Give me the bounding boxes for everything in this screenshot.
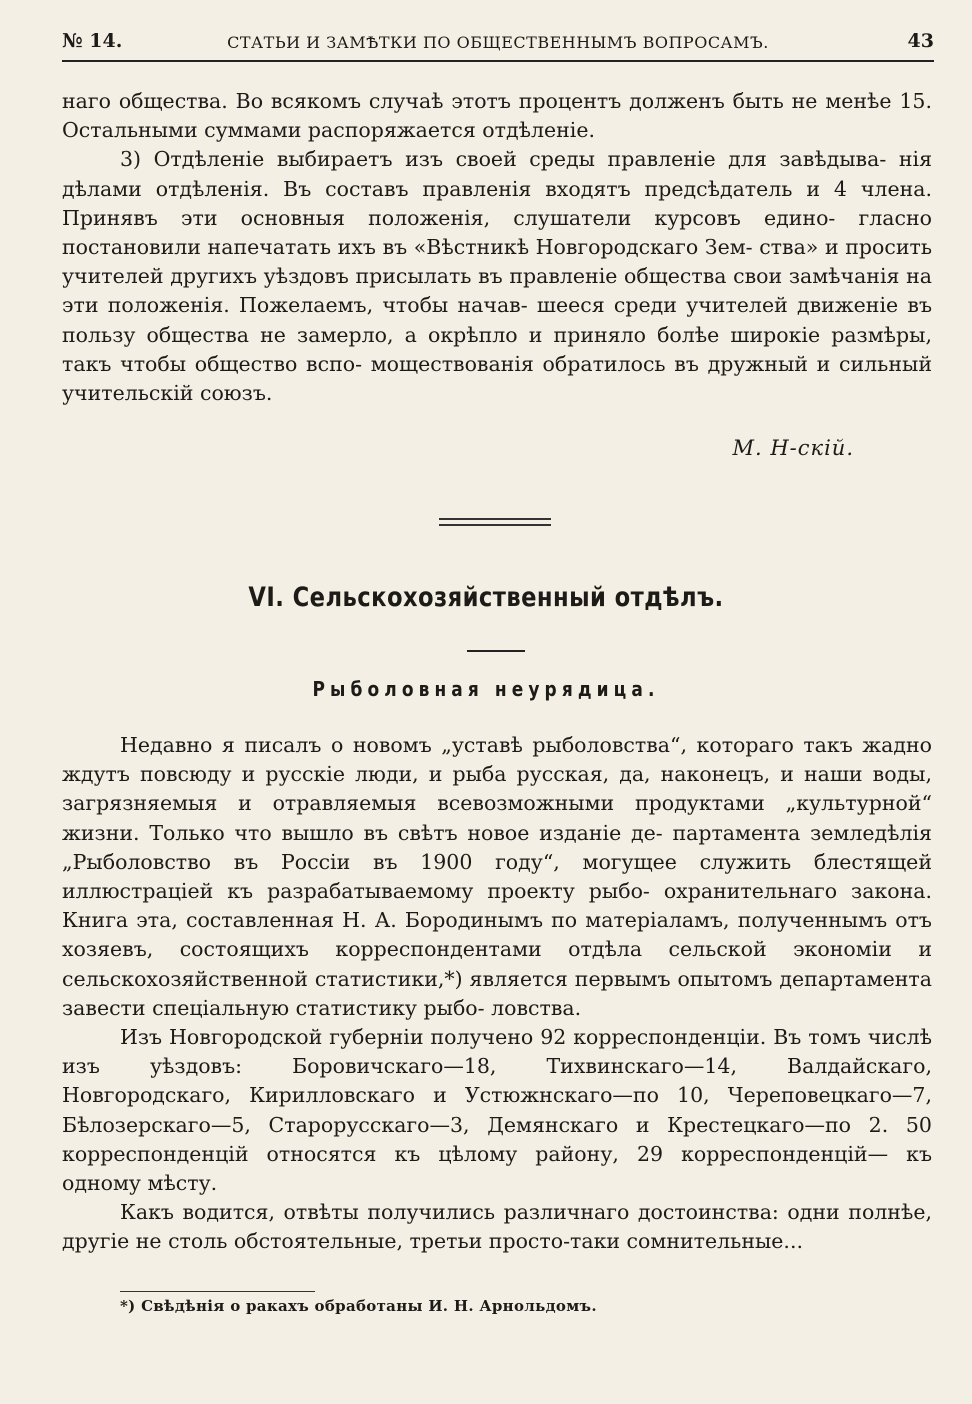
article-title: Рыболовная неурядица. bbox=[312, 677, 660, 701]
section-separator bbox=[439, 518, 551, 526]
paragraph: Недавно я писалъ о новомъ „уставѣ рыболовства“, котораго такъ жадно ждутъ повсюду и русскіе люди, и рыба русская, да, наконецъ, и наши воды, загрязняемыя и отравляемыя всевозможными продуктами „культурной“ жизни. Только что вышло въ свѣтъ новое изданіе де- партамента земледѣлія „Рыболовство въ Россіи въ 1900 году“, могущее служить блестящей иллюстраціей къ разрабатываемому проекту рыбо- охранительнаго закона. Книга эта, составленная Н. А. Бородинымъ по матеріаламъ, полученнымъ отъ хозяевъ, состоящихъ корреспондентами отдѣла сельской экономіи и сельскохозяйственной статистики,*) является первымъ опытомъ департамента завести спеціальную статистику рыбо- ловства. bbox=[62, 733, 932, 1020]
page-number: 43 bbox=[907, 30, 934, 52]
paragraph: 3) Отдѣленіе выбираетъ изъ своей среды правленіе для завѣдыва- нія дѣлами отдѣленія. Въ составъ правленія входятъ предсѣдатель и 4 члена. Принявъ эти основныя положенія, слушатели курсовъ едино- гласно постановили напечатать ихъ въ «Вѣстникѣ Новгородскаго Зем- ства» и просить учителей другихъ уѣздовъ присылать въ правленіе общества свои замѣчанія на эти положенія. Пожелаемъ, чтобы начав- шееся среди учителей движеніе въ пользу общества не замерло, а окрѣпло и приняло болѣе широкіе размѣры, такъ чтобы общество вспо- моществованія обратилось въ дружный и сильный учительскій союзъ. bbox=[62, 147, 932, 406]
article-text bbox=[62, 731, 932, 1257]
paragraph: наго общества. Во всякомъ случаѣ этотъ процентъ долженъ быть не менѣе 15. Остальными суммами распоряжается отдѣленіе. bbox=[62, 89, 932, 143]
section-title: VI. Сельскохозяйственный отдѣлъ. bbox=[248, 582, 724, 613]
paragraph: Изъ Новгородской губерніи получено 92 корреспонденціи. Въ томъ числѣ изъ уѣздовъ: Боровичскаго—18, Тихвинскаго—14, Валдайскаго, Новгородскаго, Кирилловскаго и Устюжнскаго—по 10, Череповецкаго—7, Бѣлозерскаго—5, Старорусскаго—3, Демянскаго и Крестецкаго—по 2. 50 корреспонденцій относятся къ цѣлому району, 29 корреспонденцій— къ одному мѣсту. bbox=[62, 1025, 932, 1196]
issue-number: № 14. bbox=[62, 30, 123, 52]
running-title: СТАТЬИ И ЗАМѢТКИ ПО ОБЩЕСТВЕННЫМЪ ВОПРОСАМЪ. bbox=[227, 33, 769, 52]
author-signature: М. Н-скій. bbox=[732, 436, 854, 460]
page-header bbox=[62, 28, 934, 58]
paragraph: Какъ водится, отвѣты получились различнаго достоинства: одни полнѣе, другіе не столь обстоятельные, третьи просто-таки сомнительные... bbox=[62, 1200, 932, 1254]
title-rule bbox=[467, 650, 525, 652]
header-rule bbox=[62, 60, 934, 62]
footnote-rule bbox=[120, 1291, 315, 1292]
footnote: *) Свѣдѣнія о ракахъ обработаны И. Н. Арнольдомъ. bbox=[120, 1297, 597, 1315]
previous-article-text bbox=[62, 87, 932, 408]
